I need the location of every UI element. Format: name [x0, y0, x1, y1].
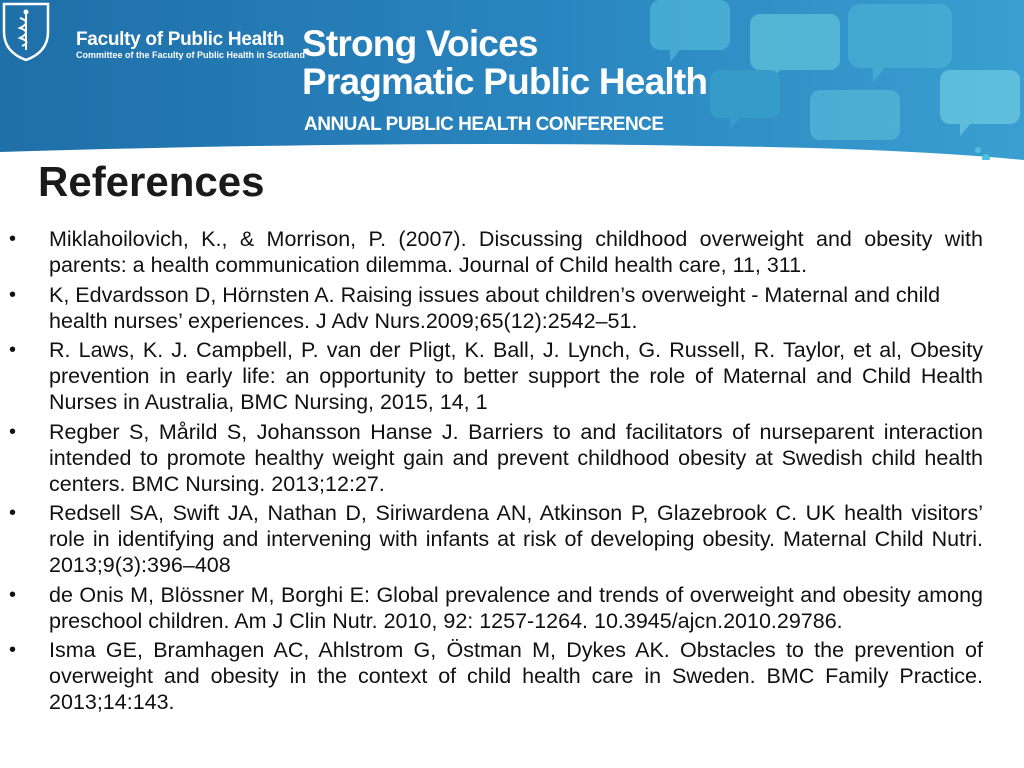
- page-title: References: [38, 158, 265, 205]
- faculty-subtitle: Committee of the Faculty of Public Health in Scotland: [76, 50, 306, 60]
- bullet-icon: •: [9, 283, 17, 306]
- reference-text: de Onis M, Blössner M, Borghi E: Global prevalence and trends of overweight and obesity among preschool children. Am J Clin Nutr. 2010, 92: 1257-1264. 10.3945/ajcn.2010.29786.: [49, 582, 983, 633]
- fph-crest-icon: [0, 0, 52, 62]
- reference-text: K, Edvardsson D, Hörnsten A. Raising issues about children’s overweight - Maternal and child health nurses’ experiences. J Adv Nurs.2009;65(12):2542–51.: [49, 282, 941, 333]
- bullet-icon: •: [9, 502, 17, 524]
- reference-text: Isma GE, Bramhagen AC, Ahlstrom G, Östman M, Dykes AK. Obstacles to the prevention of overweight and obesity in the context of child health care in Sweden. BMC Family Practice. 2013;14:143.: [49, 638, 983, 714]
- reference-list: [0, 226, 1024, 719]
- reference-item: [0, 637, 1024, 715]
- reference-item: [0, 226, 1024, 278]
- reference-text: Regber S, Mårild S, Johansson Hanse J. Barriers to and facilitators of nurseparent interaction intended to promote healthy weight gain and prevent childhood obesity at Swedish child health centers. BMC Nursing. 2013;12:27.: [49, 419, 983, 496]
- bullet-icon: •: [9, 228, 17, 250]
- faculty-name: Faculty of Public Health: [76, 29, 285, 50]
- conference-banner: [0, 0, 1024, 160]
- conference-title-line1: Strong Voices: [302, 23, 538, 64]
- reference-text: Miklahoilovich, K., & Morrison, P. (2007). Discussing childhood overweight and obesity with parents: a health communication dilemma. Journal of Child health care, 11, 311.: [49, 227, 983, 277]
- bullet-icon: •: [9, 339, 17, 361]
- reference-text: R. Laws, K. J. Campbell, P. van der Pligt, K. Ball, J. Lynch, G. Russell, R. Taylor, et al, Obesity prevention in early life: an opportunity to better support the role of Maternal and Child Health Nurses in Australia, BMC Nursing, 2015, 14, 1: [49, 338, 983, 414]
- reference-item: [0, 337, 1024, 415]
- reference-item: [0, 582, 1024, 634]
- reference-item: [0, 419, 1024, 497]
- bullet-icon: •: [9, 420, 17, 443]
- reference-item: [0, 282, 1024, 334]
- conference-subtitle: ANNUAL PUBLIC HEALTH CONFERENCE: [304, 114, 664, 135]
- bullet-icon: •: [9, 583, 17, 606]
- reference-item: [0, 500, 1024, 578]
- reference-text: Redsell SA, Swift JA, Nathan D, Siriwardena AN, Atkinson P, Glazebrook C. UK health visitors’ role in identifying and intervening with infants at risk of developing obesity. Maternal Child Nutri. 2013;9(3):396–408: [49, 501, 983, 577]
- conference-title-line2: Pragmatic Public Health: [302, 61, 708, 102]
- bullet-icon: •: [9, 639, 17, 661]
